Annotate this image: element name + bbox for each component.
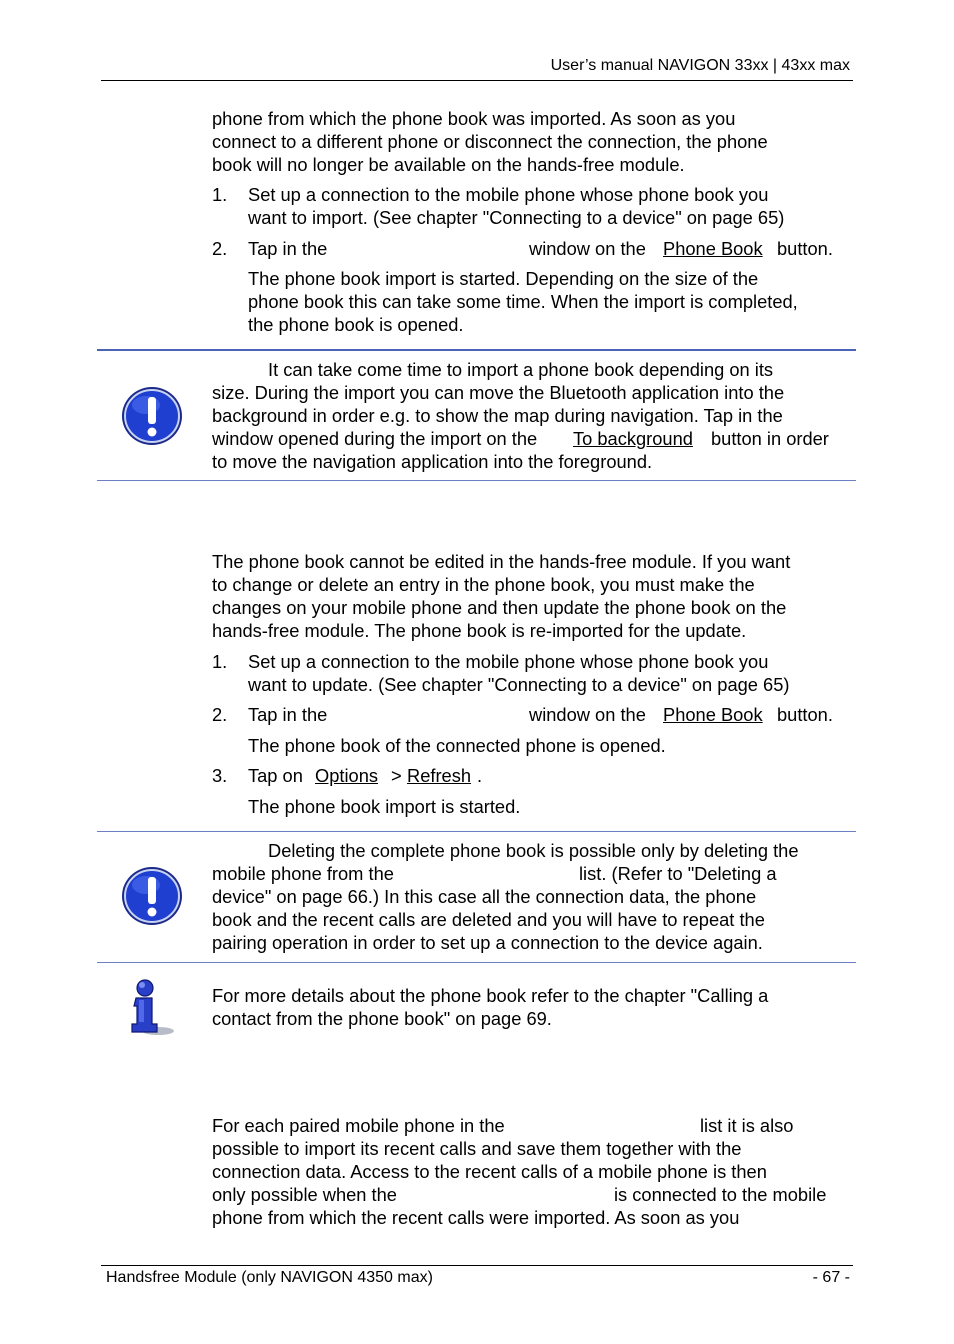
note-text: mobile phone from the	[212, 863, 394, 884]
step-number: 3.	[212, 765, 228, 786]
info-text: For more details about the phone book refer to the chapter "Calling a	[212, 985, 769, 1006]
body-text: For each paired mobile phone in the	[212, 1115, 505, 1136]
step-text: Tap in the	[248, 704, 328, 725]
note-text: book and the recent calls are deleted and you will have to repeat the	[212, 909, 765, 930]
note-text: button in order	[711, 428, 829, 449]
footer-rule	[101, 1265, 853, 1266]
note-text: device" on page 66.) In this case all the connection data, the phone	[212, 886, 757, 907]
note-text: to move the navigation application into the foreground.	[212, 451, 653, 472]
step-text: want to import. (See chapter "Connecting to a device" on page 65)	[248, 207, 785, 228]
result-text: The phone book import is started.	[248, 796, 521, 817]
step-text: Tap in the	[248, 238, 328, 259]
to-background-button-ref: To background	[573, 428, 693, 449]
footer-chapter: Handsfree Module (only NAVIGON 4350 max)	[106, 1269, 433, 1286]
note-text: background in order e.g. to show the map during navigation. Tap in the	[212, 405, 783, 426]
body-text: only possible when the	[212, 1184, 397, 1205]
intro-line: changes on your mobile phone and then update the phone book on the	[212, 597, 787, 618]
exclamation-icon	[120, 865, 184, 927]
result-text: phone book this can take some time. When the import is completed,	[248, 291, 798, 312]
body-text: phone from which the recent calls were imported. As soon as you	[212, 1207, 740, 1228]
step-text: Set up a connection to the mobile phone whose phone book you	[248, 184, 769, 205]
step-text: Set up a connection to the mobile phone whose phone book you	[248, 651, 769, 672]
note-rule	[97, 962, 856, 963]
result-text: The phone book of the connected phone is opened.	[248, 735, 666, 756]
page-number: - 67 -	[812, 1269, 850, 1286]
note-text: It can take come time to import a phone book depending on its	[268, 359, 774, 380]
info-text: contact from the phone book" on page 69.	[212, 1008, 552, 1029]
info-person-icon	[124, 978, 178, 1038]
refresh-menu-ref: Refresh	[407, 765, 472, 786]
body-text: list it is also	[700, 1115, 794, 1136]
step-text: button.	[777, 704, 833, 725]
note-rule	[97, 349, 856, 351]
intro-line: phone from which the phone book was imported. As soon as you	[212, 108, 736, 129]
intro-line: connect to a different phone or disconnect the connection, the phone	[212, 131, 768, 152]
intro-line: book will no longer be available on the hands-free module.	[212, 154, 685, 175]
intro-line: to change or delete an entry in the phone book, you must make the	[212, 574, 755, 595]
body-text: possible to import its recent calls and save them together with the	[212, 1138, 742, 1159]
note-text: list. (Refer to "Deleting a	[579, 863, 777, 884]
step-text: window on the	[529, 704, 646, 725]
intro-line: The phone book cannot be edited in the hands-free module. If you want	[212, 551, 791, 572]
step-number: 2.	[212, 704, 228, 725]
step-number: 1.	[212, 651, 228, 672]
phone-book-button-ref: Phone Book	[663, 704, 763, 725]
result-text: the phone book is opened.	[248, 314, 464, 335]
result-text: The phone book import is started. Depending on the size of the	[248, 268, 759, 289]
page-header-title: User’s manual NAVIGON 33xx | 43xx max	[550, 57, 850, 74]
note-rule	[97, 480, 856, 481]
step-number: 2.	[212, 238, 228, 259]
options-menu-ref: Options	[315, 765, 379, 786]
step-number: 1.	[212, 184, 228, 205]
note-rule	[97, 831, 856, 832]
note-text: pairing operation in order to set up a connection to the device again.	[212, 932, 763, 953]
step-text: want to update. (See chapter "Connecting to a device" on page 65)	[248, 674, 790, 695]
step-text: >	[391, 765, 402, 786]
step-text: Tap on	[248, 765, 303, 786]
header-rule	[101, 80, 853, 81]
note-text: window opened during the import on the	[212, 428, 538, 449]
step-text: window on the	[529, 238, 646, 259]
note-text: Deleting the complete phone book is possible only by deleting the	[268, 840, 799, 861]
body-text: connection data. Access to the recent calls of a mobile phone is then	[212, 1161, 767, 1182]
exclamation-icon	[120, 385, 184, 447]
body-text: is connected to the mobile	[614, 1184, 827, 1205]
step-text: .	[477, 765, 483, 786]
note-text: size. During the import you can move the Bluetooth application into the	[212, 382, 785, 403]
intro-line: hands-free module. The phone book is re-imported for the update.	[212, 620, 747, 641]
step-text: button.	[777, 238, 833, 259]
phone-book-button-ref: Phone Book	[663, 238, 763, 259]
